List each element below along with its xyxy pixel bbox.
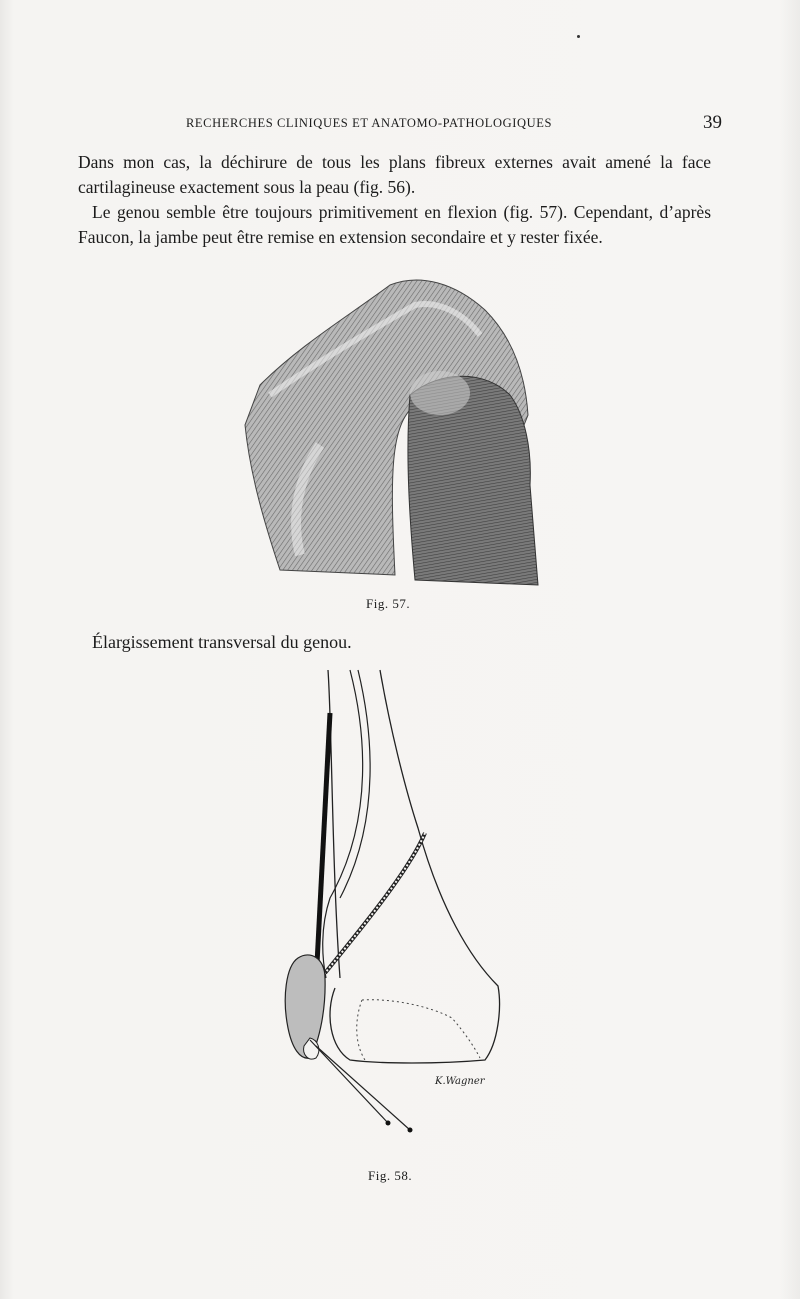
svg-text:K.Wagner: K.Wagner	[435, 1076, 485, 1087]
figure-57-knee-engraving	[240, 275, 540, 590]
ink-speck	[577, 35, 580, 38]
running-head: RECHERCHES CLINIQUES ET ANATOMO-PATHOLOGIQUES	[186, 116, 553, 130]
figure-58-caption: Fig. 58.	[368, 1168, 413, 1183]
page-number: 39	[703, 112, 722, 133]
page-header	[90, 112, 730, 136]
figure-58-bone-diagram	[270, 668, 510, 1158]
paragraph-1: Dans mon cas, la déchirure de tous les plans fibreux externes avait amené la face cartilagineuse exactement sous la peau (fig. 56).	[78, 152, 711, 197]
body-text	[78, 150, 711, 250]
figure-57-caption: Fig. 57.	[366, 596, 411, 611]
section-title: Élargissement transversal du genou.	[92, 632, 352, 652]
paragraph-2: Le genou semble être toujours primitivement en flexion (fig. 57). Cependant, d’après Faucon, la jambe peut être remise en extension secondaire et y rester fixée.	[78, 202, 711, 247]
